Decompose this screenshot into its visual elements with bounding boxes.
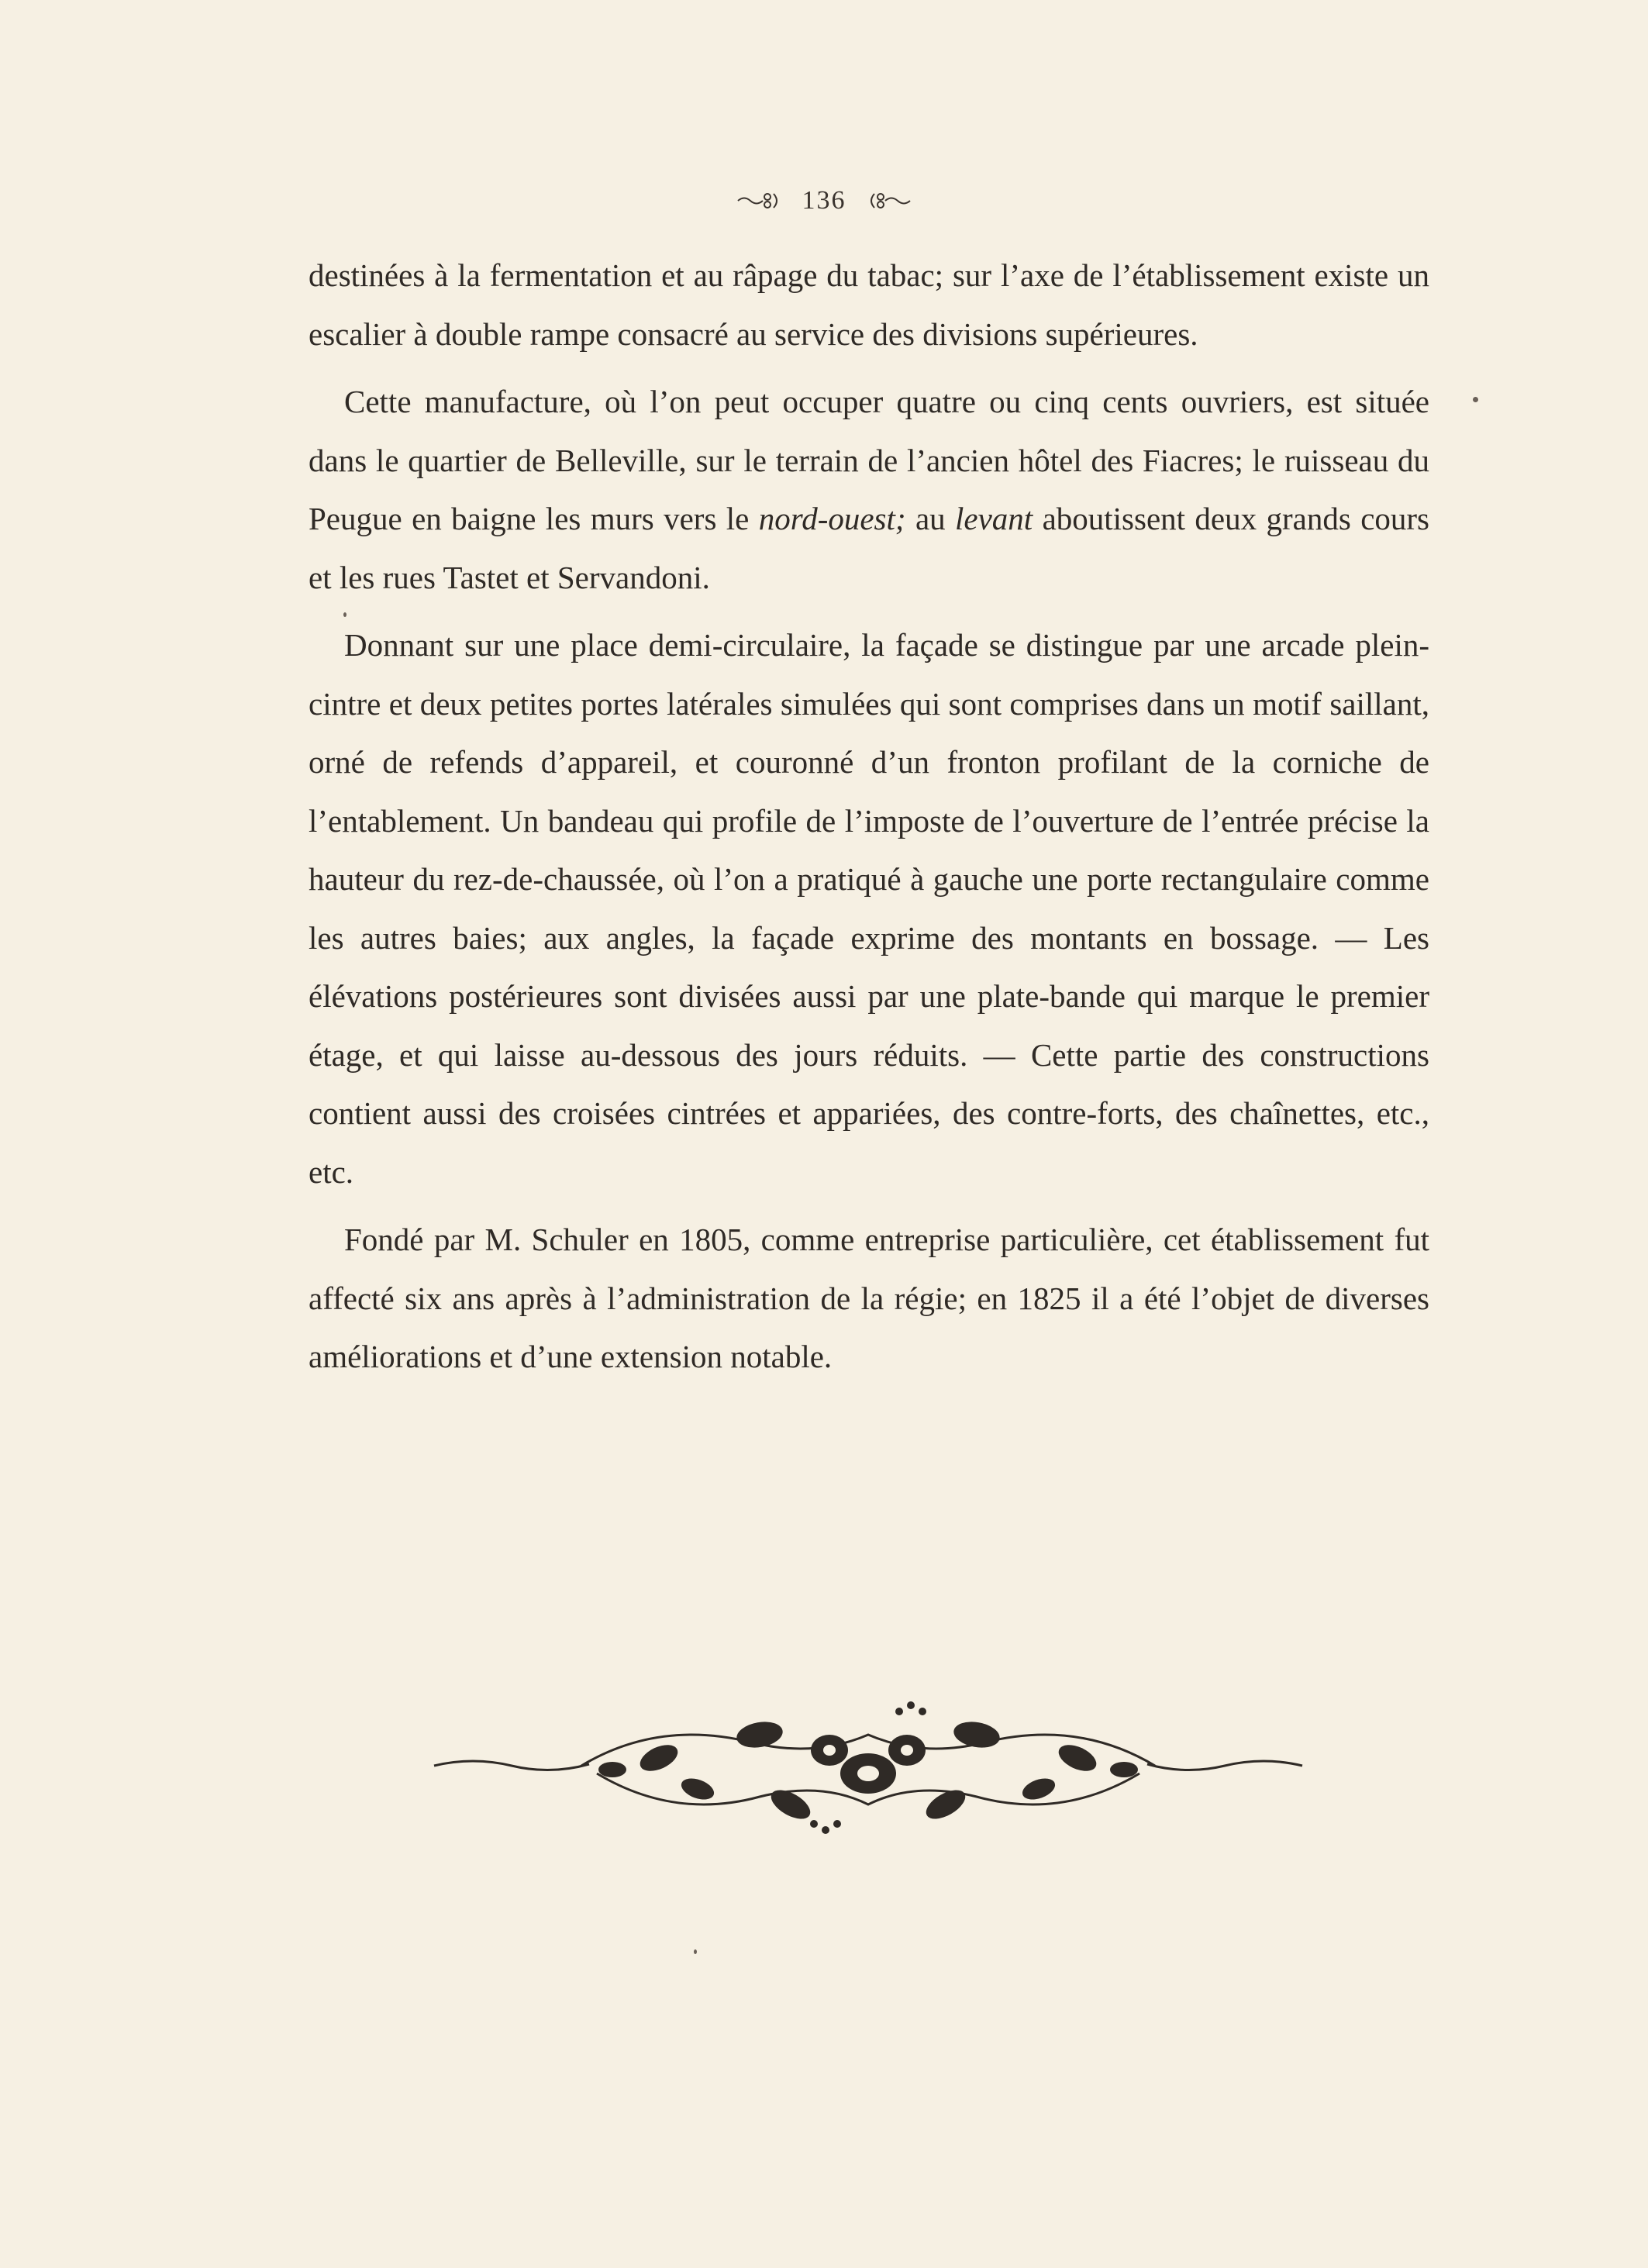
paragraph-manufacture-location	[309, 373, 1429, 607]
paragraph-foundation: Fondé par M. Schuler en 1805, comme entreprise particulière, cet établissement fut affecté six ans après à l’administration de la régie; en 1825 il a été l’objet de diverses améliorations et d’une extension notable.	[309, 1222, 1429, 1374]
paper-speck	[343, 612, 346, 617]
text-segment: au	[905, 501, 956, 536]
paragraph-continuation: destinées à la fermentation et au râpage du tabac; sur l’axe de l’établissement existe un escalier à double rampe consacré au service des divisions supérieures.	[309, 257, 1429, 352]
paper-speck	[694, 1949, 697, 1954]
text-segment: aboutissent deux grands cours et les rues Tastet et Servandoni.	[309, 501, 1429, 595]
left-scroll-ornament-icon	[736, 189, 783, 212]
text-segment-italic: levant	[955, 501, 1033, 536]
text-segment-italic: nord-ouest;	[758, 501, 906, 536]
right-scroll-ornament-icon	[865, 189, 912, 212]
floral-vignette-icon	[426, 1688, 1310, 1843]
page-number: 136	[802, 186, 846, 215]
paragraph-facade: Donnant sur une place demi-circulaire, la façade se distingue par une arcade plein-cintre et deux petites portes latérales simulées qui sont comprises dans un motif saillant, orné de refends d’appareil, et couronné d’un fronton profilant de la corniche de l’entablement. Un bandeau qui profile de l’imposte de l’ouverture de l’entrée précise la hauteur du rez-de-chaussée, où l’on a pratiqué à gauche une porte rectangulaire comme les autres baies; aux angles, la façade exprime des montants en bossage. — Les élévations postérieures sont divisées aussi par une plate-bande qui marque le premier étage, et qui laisse au-dessous des jours réduits. — Cette partie des constructions contient aussi des croisées cintrées et appariées, des contre-forts, des chaînettes, etc., etc.	[309, 627, 1429, 1190]
page-header	[0, 184, 1648, 215]
paper-speck	[1473, 397, 1478, 402]
text-segment: Cette manufacture, où l’on peut occuper quatre ou cinq cents ouvriers, est située dans le quartier de Belleville, sur le terrain de l’ancien hôtel des Fiacres; le ruisseau du Peugue en baigne les murs vers le	[309, 384, 1429, 536]
body-text	[309, 246, 1429, 1396]
